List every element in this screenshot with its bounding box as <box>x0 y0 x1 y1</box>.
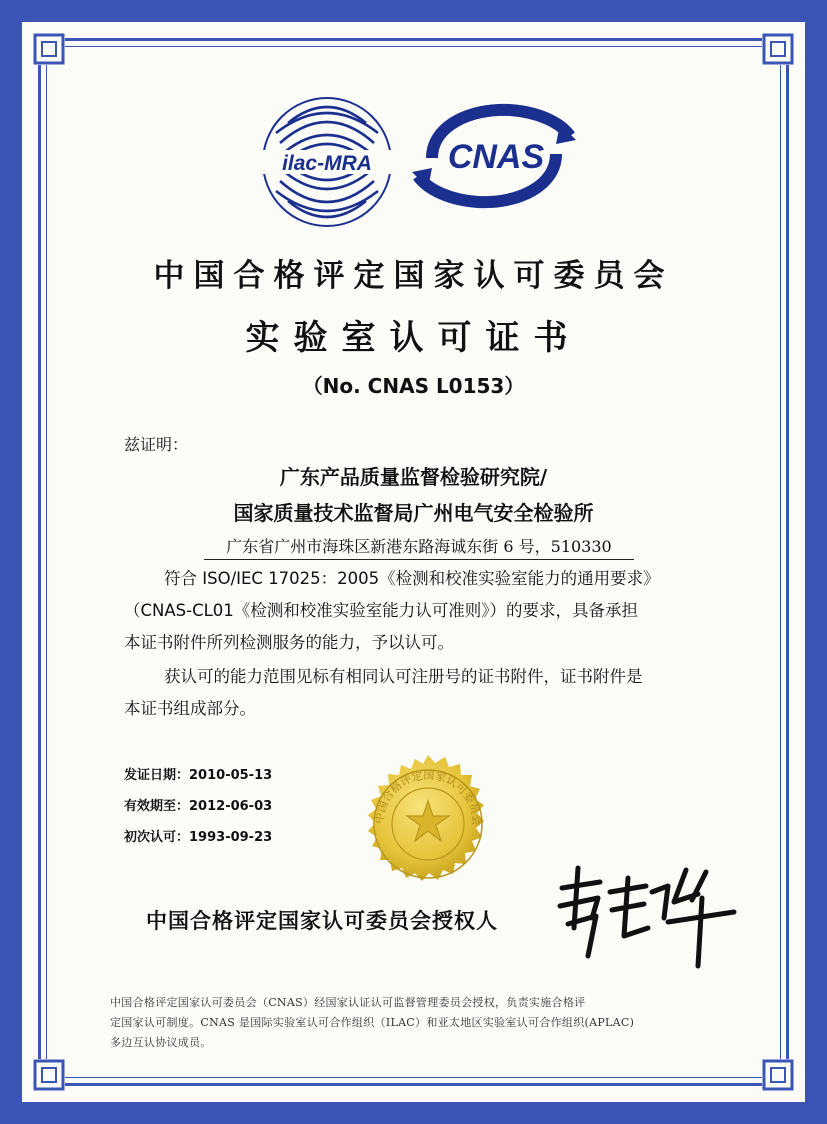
date-block <box>124 760 272 853</box>
organization-name-line2: 国家质量技术监督局广州电气安全检验所 <box>233 501 594 525</box>
valid-until-value: 2012-06-03 <box>189 799 273 814</box>
cnas-logo <box>410 96 578 216</box>
initial-accreditation-row <box>124 822 272 853</box>
initial-accreditation-value: 1993-09-23 <box>189 830 273 845</box>
conformity-line1: 符合 ISO/IEC 17025：2005《检测和校准实验室能力的通用要求》 <box>164 569 660 588</box>
corner-ornament-bottom-right <box>762 1059 794 1091</box>
organization-name-line1: 广东产品质量监督检验研究院/ <box>279 465 548 489</box>
scope-line1: 获认可的能力范围见标有相同认可注册号的证书附件，证书附件是 <box>164 667 643 686</box>
issue-date-value: 2010-05-13 <box>189 768 273 783</box>
ilac-mra-logo <box>258 93 396 231</box>
conformity-paragraph <box>124 563 724 659</box>
issue-date-label: 发证日期： <box>124 768 190 783</box>
corner-ornament-bottom-left <box>33 1059 65 1091</box>
scope-paragraph <box>124 661 724 725</box>
certify-label: 兹证明： <box>124 435 189 454</box>
certificate-number: （No. CNAS L0153） <box>302 374 525 398</box>
footer-note <box>110 993 730 1053</box>
valid-until-row <box>124 791 272 822</box>
initial-accreditation-label: 初次认可： <box>124 830 190 845</box>
certificate-title: 实验室认可证书 <box>245 318 582 358</box>
council-title: 中国合格评定国家认可委员会 <box>153 258 674 294</box>
signature <box>548 858 740 970</box>
footer-line2: 定国家认可制度。CNAS 是国际实验室认可合作组织（ILAC）和亚太地区实验室认可合作组织(APLAC) <box>110 1016 635 1029</box>
valid-until-label: 有效期至： <box>124 799 190 814</box>
conformity-line2: （CNAS-CL01《检测和校准实验室能力认可准则》）的要求，具备承担 <box>124 601 639 620</box>
corner-ornament-top-right <box>762 33 794 65</box>
seal-text: 中国合格评定国家认可委员会 <box>372 768 484 827</box>
conformity-line3: 本证书附件所列检测服务的能力，予以认可。 <box>124 633 454 652</box>
cnas-logo-text: CNAS <box>447 138 545 176</box>
scope-line2: 本证书组成部分。 <box>124 699 256 718</box>
footer-line1: 中国合格评定国家认可委员会（CNAS）经国家认证认可监督管理委员会授权，负责实施合格评 <box>110 996 586 1009</box>
ilac-logo-text: ilac-MRA <box>282 152 372 175</box>
footer-line3: 多边互认协议成员。 <box>110 1036 212 1049</box>
issue-date-row <box>124 760 272 791</box>
organization-address: 广东省广州市海珠区新港东路海诚东街 6 号，510330 <box>204 534 634 560</box>
authorized-signatory-label: 中国合格评定国家认可委员会授权人 <box>146 908 498 933</box>
corner-ornament-top-left <box>33 33 65 65</box>
gold-seal <box>357 753 499 895</box>
